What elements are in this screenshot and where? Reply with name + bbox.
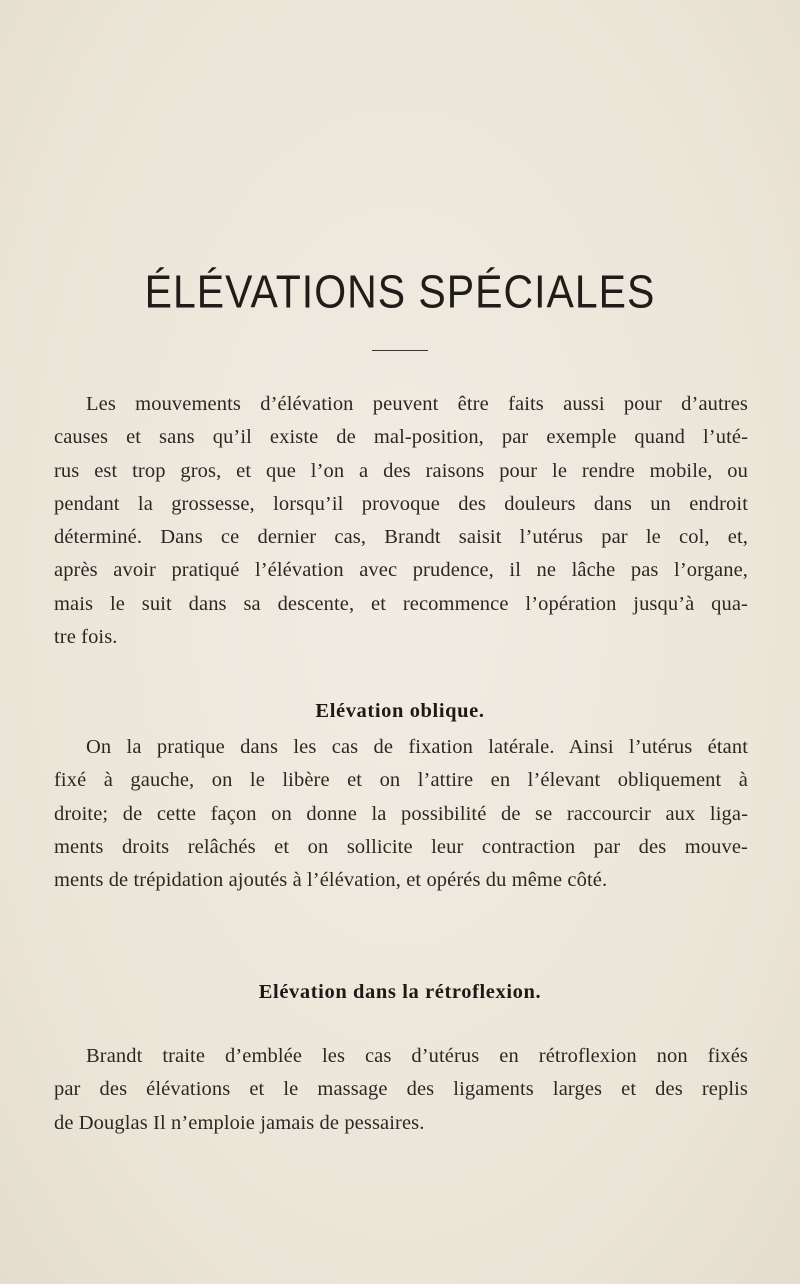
paragraph-line: On la pratique dans les cas de fixation latérale. Ainsi l’utérus étant <box>86 736 748 758</box>
title-divider <box>372 350 428 351</box>
paragraph-line: rus est trop gros, et que l’on a des raisons pour le rendre mobile, ou <box>54 459 748 482</box>
paragraph-line: par des élévations et le massage des ligaments larges et des replis <box>54 1078 748 1101</box>
page-title: ÉLÉVATIONS SPÉCIALES <box>144 266 656 318</box>
paragraph-line: Brandt traite d’emblée les cas d’utérus en rétroflexion non fixés <box>86 1045 748 1067</box>
paragraph-line: causes et sans qu’il existe de mal-position, par exemple quand l’uté- <box>54 426 748 449</box>
paragraph-line: pendant la grossesse, lorsqu’il provoque des douleurs dans un endroit <box>54 492 748 515</box>
paragraph-line: ments droits relâchés et on sollicite leur contraction par des mouve- <box>54 835 748 858</box>
paragraph-line: ments de trépidation ajoutés à l’élévation, et opérés du même côté. <box>54 869 608 892</box>
paragraph-oblique <box>54 731 748 897</box>
paragraph-retroflexion <box>54 1040 748 1140</box>
paragraph-line: tre fois. <box>54 626 118 649</box>
paragraph-line: déterminé. Dans ce dernier cas, Brandt saisit l’utérus par le col, et, <box>54 526 748 549</box>
section-heading-retroflexion: Elévation dans la rétroflexion. <box>258 981 542 1003</box>
paragraph-line: droite; de cette façon on donne la possibilité de se raccourcir aux liga- <box>54 802 748 825</box>
paragraph-line: fixé à gauche, on le libère et on l’attire en l’élevant obliquement à <box>54 769 748 792</box>
paragraph-line: Les mouvements d’élévation peuvent être faits aussi pour d’autres <box>86 393 748 415</box>
paragraph-line: de Douglas Il n’emploie jamais de pessaires. <box>54 1111 425 1134</box>
paragraph-line: mais le suit dans sa descente, et recommence l’opération jusqu’à qua- <box>54 592 748 615</box>
paragraph-line: après avoir pratiqué l’élévation avec prudence, il ne lâche pas l’organe, <box>54 559 748 582</box>
paragraph-intro <box>54 388 748 654</box>
section-heading-oblique: Elévation oblique. <box>315 700 485 722</box>
